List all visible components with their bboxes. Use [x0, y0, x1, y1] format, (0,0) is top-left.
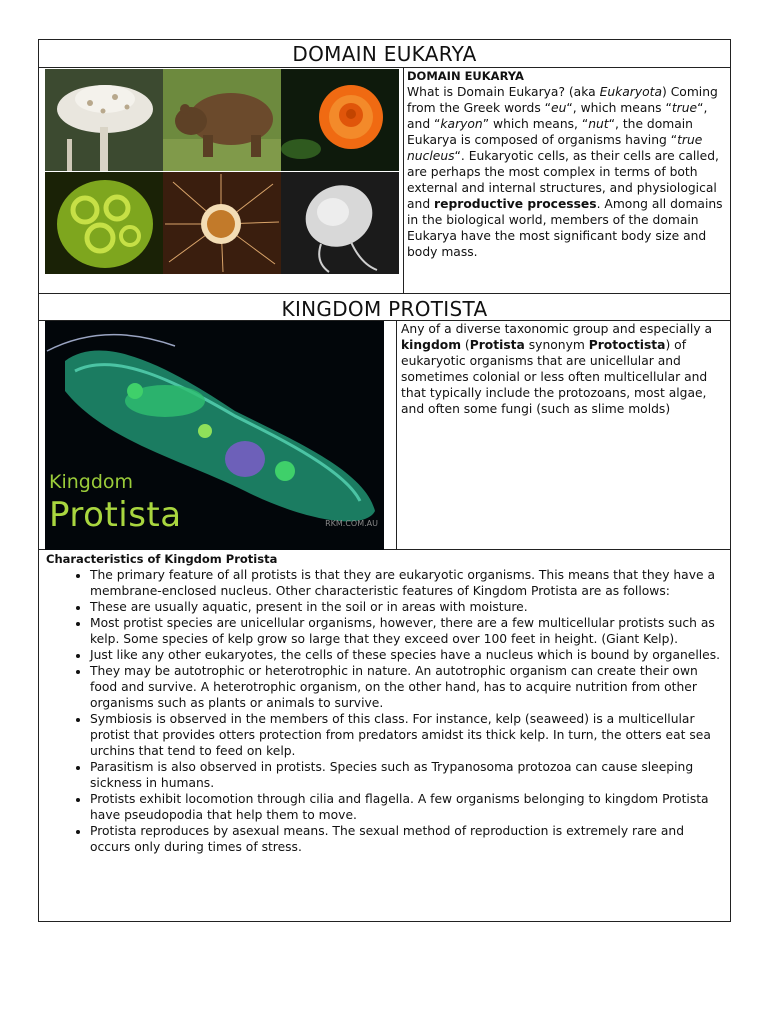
text-run: eu [551, 101, 567, 115]
section-title-kingdom-protista: KINGDOM PROTISTA [281, 297, 488, 321]
bear-photo [163, 69, 281, 171]
green-organism-photo [45, 172, 163, 274]
text-run: reproductive processes [434, 197, 597, 211]
text-run: synonym [524, 338, 589, 352]
list-item: • Symbiosis is observed in the members of this class. For instance, kelp (seaweed) is a multicellular protist that provides otters protection from predators amidst its thick kelp. In turn, the otters eat sea urchins that tend to feed on kelp. [90, 711, 726, 759]
text-run: Eukaryota [599, 85, 663, 99]
text-run: “, and “ [407, 101, 708, 131]
list-item: • Just like any other eukaryotes, the cells of these species have a nucleus which is bound by organelles. [90, 647, 726, 663]
text-run: true [671, 101, 698, 115]
row-divider [39, 293, 730, 294]
protista-image [45, 321, 384, 550]
column-divider [403, 67, 404, 293]
text-run: Protista [469, 338, 525, 352]
eukarya-description-heading: DOMAIN EUKARYA [407, 69, 524, 83]
document-table [38, 39, 731, 922]
text-run: kingdom [401, 338, 462, 352]
image-caption-protista: Protista [49, 495, 182, 535]
section-title-domain-eukarya: DOMAIN EUKARYA [292, 42, 477, 66]
list-item: • Most protist species are unicellular organisms, however, there are a few multicellular protists such as kelp. Some species of kelp grow so large that they exceed over 100 feet in height. (Giant Kelp). [90, 615, 726, 647]
characteristics-list [46, 567, 726, 855]
characteristics-section [46, 551, 726, 855]
text-run: ” which means, “ [482, 117, 589, 131]
characteristics-heading: Characteristics of Kingdom Protista [46, 552, 278, 566]
text-run: ) of eukaryotic organisms that are unicellular and sometimes colonial or less often multicellular and that typically include the protozoans, most algae, and often some fungi (such as slime molds) [401, 338, 708, 416]
list-item: • Protists exhibit locomotion through cilia and flagella. A few organisms belonging to kingdom Protista have pseudopodia that help them to move. [90, 791, 726, 823]
text-run: “, which means “ [566, 101, 672, 115]
column-divider [396, 320, 397, 549]
list-item: • Parasitism is also observed in protists. Species such as Trypanosoma protozoa can cause sleeping sickness in humans. [90, 759, 726, 791]
eukarya-photo-collage [45, 69, 400, 274]
list-item: • Protista reproduces by asexual means. The sexual method of reproduction is extremely rare and occurs only during times of stress. [90, 823, 726, 855]
text-run: ) Coming from the Greek words “ [407, 85, 718, 115]
text-run: karyon [440, 117, 483, 131]
text-run: “. Eukaryotic cells, as their cells are called, are perhaps the most complex in terms of both external and internal structures, and physiological and [407, 149, 719, 211]
orange-rose-photo [281, 69, 399, 171]
list-item: • These are usually aquatic, present in the soil or in areas with moisture. [90, 599, 726, 615]
list-item: • The primary feature of all protists is that they are eukaryotic organisms. This means that they have a membrane-enclosed nucleus. Other characteristic features of Kingdom Protista are as follows: [90, 567, 726, 599]
text-run: “, the domain Eukarya is composed of organisms having “ [407, 117, 693, 147]
text-run: true nucleus [407, 133, 703, 163]
image-watermark: RKM.COM.AU [325, 519, 378, 528]
protozoan-micrograph [281, 172, 399, 274]
radiolarian-photo [163, 172, 281, 274]
eukarya-description [407, 68, 725, 260]
image-caption-kingdom: Kingdom [49, 471, 134, 493]
list-item: • They may be autotrophic or heterotrophic in nature. An autotrophic organism can create their own food and survive. A heterotrophic organism, on the other hand, has to acquire nutrition from other organisms such as plants or animals to survive. [90, 663, 726, 711]
text-run: ( [461, 338, 470, 352]
text-run: What is Domain Eukarya? (aka [407, 85, 600, 99]
protista-definition [401, 321, 725, 417]
mushroom-photo [45, 69, 163, 171]
text-run: nut [588, 117, 609, 131]
text-run: . Among all domains in the biological world, members of the domain Eukarya have the most significant body size and body mass. [407, 197, 723, 259]
text-run: Any of a diverse taxonomic group and especially a [401, 322, 713, 336]
text-run: Protoctista [588, 338, 666, 352]
